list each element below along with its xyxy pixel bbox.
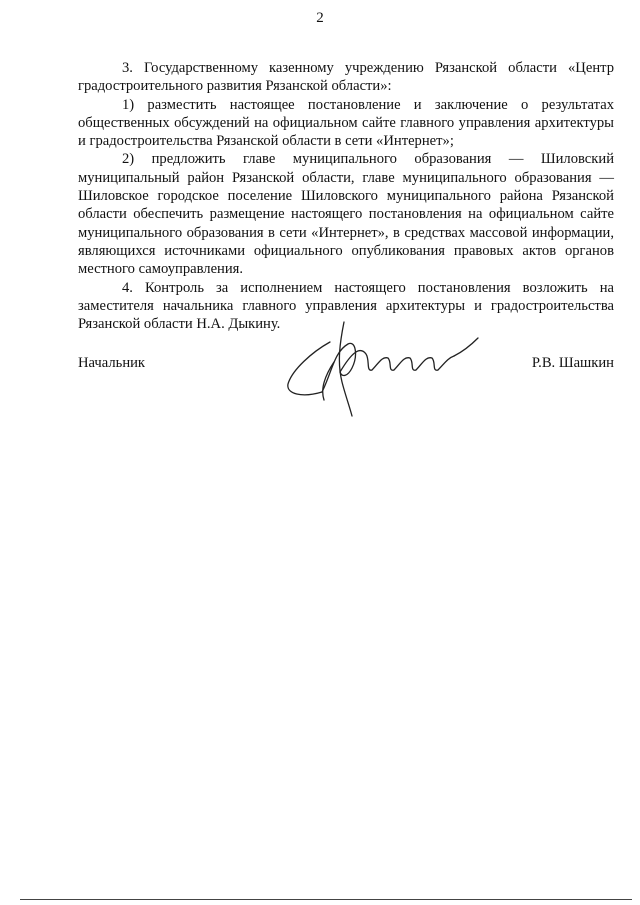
page-number: 2 — [316, 10, 324, 26]
signer-position: Начальник — [78, 355, 146, 371]
paragraph-subitem-2: 2) предложить главе муниципального образования — Шиловский муниципальный район Рязанской области, главе муниципального образования — Шиловское городское поселение Шиловского муниципального района Рязанской области обеспечить размещение настоящего постановления на официальном сайте муниципального образования в сети «Интернет», в средствах массовой информации, являющихся источниками официального опубликования правовых актов органов местного самоуправления. — [78, 151, 614, 278]
paragraph-item-4: 4. Контроль за исполнением настоящего постановления возложить на заместителя начальника главного управления архитектуры и градостроительства Рязанской области Н.А. Дыкину. — [78, 279, 614, 333]
signature-block — [78, 355, 614, 379]
paragraph-item-3: 3. Государственному казенному учреждению Рязанской области «Центр градостроительного развития Рязанской области»: — [78, 60, 614, 95]
document-body — [78, 59, 614, 333]
signer-name: Р.В. Шашкин — [531, 355, 614, 371]
paragraph-subitem-1: 1) разместить настоящее постановление и заключение о результатах общественных обсуждений на официальном сайте главного управления архитектуры и градостроительства Рязанской области в сети «Интернет»; — [78, 96, 614, 150]
page-bottom-divider — [20, 899, 632, 900]
